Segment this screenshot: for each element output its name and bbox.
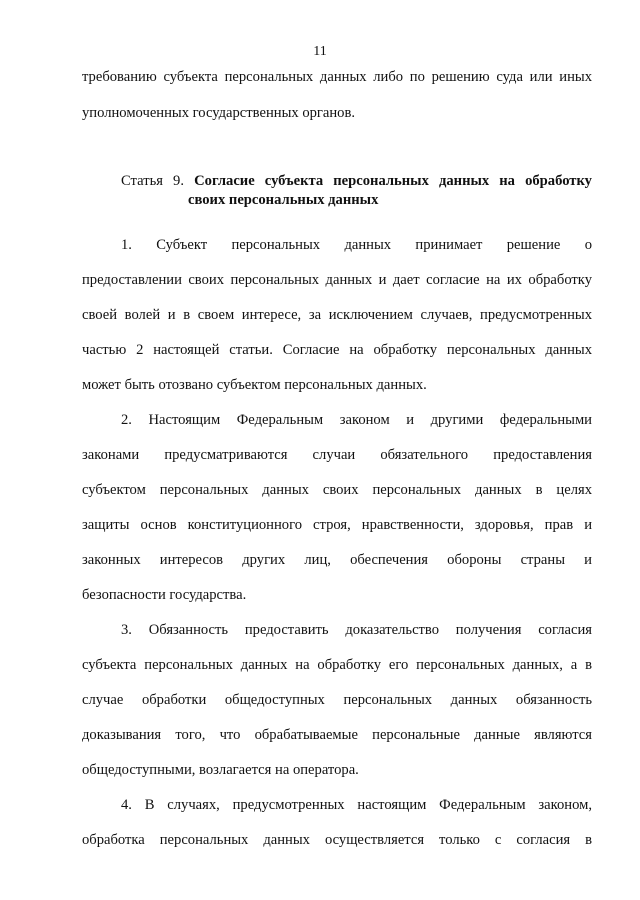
paragraph-line: защиты основ конституционного строя, нравственности, здоровья, прав и (82, 517, 592, 533)
article-number: Статья 9. (121, 173, 184, 189)
paragraph-line: обработка персональных данных осуществляется только с согласия в (82, 832, 592, 848)
paragraph-line: безопасности государства. (82, 587, 247, 603)
paragraph-line: законами предусматриваются случаи обязательного предоставления (82, 447, 592, 463)
paragraph-line: субъектом персональных данных своих персональных данных в целях (82, 482, 592, 498)
paragraph-line: случае обработки общедоступных персональных данных обязанность (82, 692, 592, 708)
paragraph-line: общедоступными, возлагается на оператора. (82, 762, 359, 778)
paragraph-line: своей волей и в своем интересе, за исключением случаев, предусмотренных (82, 307, 592, 323)
paragraph-line: законных интересов других лиц, обеспечения обороны страны и (82, 552, 592, 568)
article-heading (121, 172, 592, 190)
paragraph-line: 4. В случаях, предусмотренных настоящим Федеральным законом, (121, 797, 592, 813)
text-line: уполномоченных государственных органов. (82, 105, 356, 121)
paragraph-line: частью 2 настоящей статьи. Согласие на обработку персональных данных (82, 342, 592, 358)
article-title: Согласие субъекта персональных данных на обработку (194, 173, 592, 189)
article-title-continued: своих персональных данных (188, 192, 379, 208)
paragraph-line: может быть отозвано субъектом персональных данных. (82, 377, 427, 393)
paragraph-line: 1. Субъект персональных данных принимает решение о (121, 237, 592, 253)
paragraph-line: 3. Обязанность предоставить доказательство получения согласия (121, 622, 592, 638)
paragraph-line: субъекта персональных данных на обработку его персональных данных, а в (82, 657, 592, 673)
paragraph-line: предоставлении своих персональных данных и дает согласие на их обработку (82, 272, 592, 288)
page-number: 11 (313, 44, 327, 59)
paragraph-line: доказывания того, что обрабатываемые персональные данные являются (82, 727, 592, 743)
text-line: требованию субъекта персональных данных либо по решению суда или иных (82, 69, 592, 85)
paragraph-line: 2. Настоящим Федеральным законом и другими федеральными (121, 412, 592, 428)
